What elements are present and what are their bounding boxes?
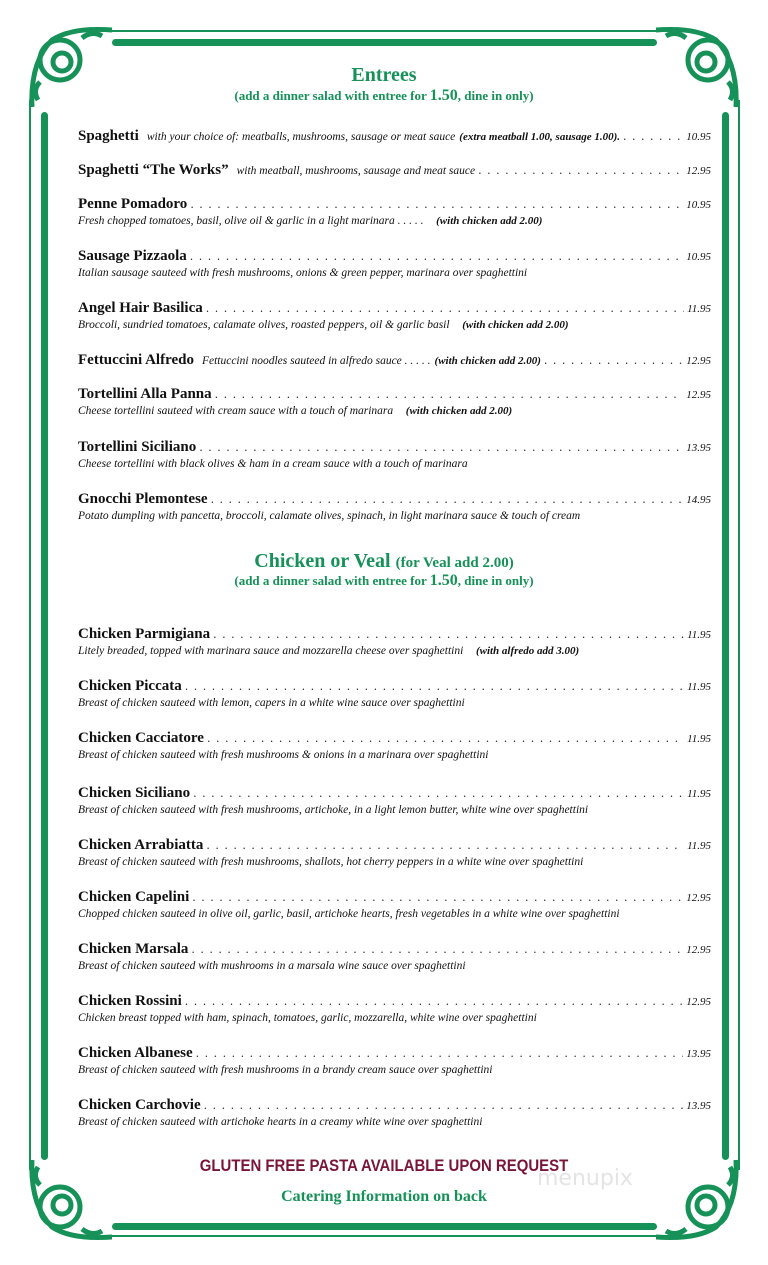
- menu-item: [78, 1097, 711, 1128]
- dot-leader: [213, 628, 684, 641]
- item-name: Chicken Albanese: [78, 1045, 193, 1061]
- item-row: [78, 439, 711, 456]
- item-desc-text: Italian sausage sauteed with fresh mushrooms, onions & green pepper, marinara over spaghettini: [78, 267, 528, 279]
- item-description: [78, 1064, 711, 1076]
- item-description: [78, 645, 711, 657]
- frame-right-bar: [722, 112, 729, 1160]
- item-row: [78, 678, 711, 695]
- item-name: Sausage Pizzaola: [78, 248, 187, 264]
- dot-leader: [204, 1099, 684, 1112]
- menu-item: [78, 300, 711, 331]
- item-row: [78, 1045, 711, 1062]
- menu-item: [78, 626, 711, 657]
- item-price: 11.95: [687, 681, 711, 693]
- item-price: 11.95: [687, 840, 711, 852]
- item-row: [78, 626, 711, 643]
- item-row: [78, 941, 711, 958]
- item-desc-text: Chicken breast topped with ham, spinach, tomatoes, garlic, mozzarella, white wine over spaghettini: [78, 1012, 537, 1024]
- item-price: 12.95: [686, 165, 711, 177]
- menu-item: [78, 196, 711, 227]
- menu-item: [78, 941, 711, 972]
- dot-leader: [190, 250, 684, 263]
- frame-bottom-line: [100, 1235, 670, 1237]
- item-desc-extra: (with chicken add 2.00): [462, 319, 569, 331]
- frame-bottom-bar: [112, 1223, 657, 1230]
- item-desc-text: Breast of chicken sauteed with lemon, capers in a white wine sauce over spaghettini: [78, 697, 465, 709]
- menu-item: [78, 678, 711, 709]
- item-price: 14.95: [686, 494, 711, 506]
- chicken-title: [0, 550, 768, 573]
- dot-leader: [478, 164, 683, 177]
- item-row: [78, 1097, 711, 1114]
- item-row: [78, 730, 711, 747]
- item-name: Chicken Capelini: [78, 889, 190, 905]
- dot-leader: [206, 302, 684, 315]
- frame-right-line: [738, 100, 740, 1170]
- dot-leader: [207, 732, 684, 745]
- item-desc-text: Chopped chicken sauteed in olive oil, garlic, basil, artichoke hearts, fresh vegetables in a white wine over spaghettini: [78, 908, 620, 920]
- item-description: [78, 697, 711, 709]
- item-row: [78, 300, 711, 317]
- item-inline-desc: with your choice of: meatballs, mushrooms, sausage or meat sauce: [146, 131, 456, 143]
- dot-leader: [185, 680, 684, 693]
- item-inline-desc: Fettuccini noodles sauteed in alfredo sauce . . . . .: [201, 355, 431, 367]
- item-price: 10.95: [686, 131, 711, 143]
- item-row: [78, 837, 711, 854]
- dot-leader: [206, 839, 684, 852]
- item-price: 12.95: [686, 944, 711, 956]
- item-desc-text: Fresh chopped tomatoes, basil, olive oil & garlic in a light marinara . . . . .: [78, 215, 424, 227]
- item-name: Fettuccini Alfredo: [78, 352, 194, 368]
- item-description: [78, 960, 711, 972]
- item-desc-text: Breast of chicken sauteed with fresh mushrooms, artichoke, in a light lemon butter, white wine over spaghettini: [78, 804, 589, 816]
- catering-info: Catering Information on back: [281, 1188, 487, 1205]
- item-desc-text: Breast of chicken sauteed with fresh mushrooms, shallots, hot cherry peppers in a white wine over spaghettini: [78, 856, 584, 868]
- dot-leader: [215, 388, 684, 401]
- item-desc-text: Breast of chicken sauteed with mushrooms in a marsala wine sauce over spaghettini: [78, 960, 466, 972]
- dot-leader: [211, 493, 684, 506]
- menu-item: [78, 162, 711, 179]
- item-price: 13.95: [686, 1100, 711, 1112]
- item-description: [78, 856, 711, 868]
- item-desc-text: Breast of chicken sauteed with artichoke hearts in a creamy white wine over spaghettini: [78, 1116, 483, 1128]
- frame-left-bar: [41, 112, 48, 1160]
- subtitle-text: (add a dinner salad with entree for: [234, 573, 430, 588]
- menu-item: [78, 248, 711, 279]
- menu-item: [78, 889, 711, 920]
- item-desc-text: Breast of chicken sauteed with fresh mushrooms & onions in a marinara over spaghettini: [78, 749, 489, 761]
- item-price: 12.95: [686, 892, 711, 904]
- item-description: [78, 908, 711, 920]
- item-name: Angel Hair Basilica: [78, 300, 203, 316]
- item-description: [78, 1012, 711, 1024]
- frame-top-bar: [112, 39, 657, 46]
- item-name: Chicken Siciliano: [78, 785, 191, 801]
- item-price: 12.95: [686, 389, 711, 401]
- item-inline-extra: (extra meatball 1.00, sausage 1.00).: [459, 131, 621, 143]
- item-row: [78, 352, 711, 369]
- item-desc-text: Breast of chicken sauteed with fresh mushrooms in a brandy cream sauce over spaghettini: [78, 1064, 493, 1076]
- item-price: 11.95: [687, 629, 711, 641]
- dot-leader: [185, 995, 683, 1008]
- salad-price: 1.50: [429, 572, 458, 589]
- item-description: [78, 749, 711, 761]
- item-price: 10.95: [686, 199, 711, 211]
- subtitle-text: , dine in only): [457, 573, 534, 588]
- dot-leader: [196, 1047, 684, 1060]
- item-price: 11.95: [687, 788, 711, 800]
- item-row: [78, 889, 711, 906]
- item-name: Tortellini Siciliano: [78, 439, 197, 455]
- item-row: [78, 196, 711, 213]
- dot-leader: [190, 198, 683, 211]
- item-desc-text: Cheese tortellini with black olives & ham in a cream sauce with a touch of marinara: [78, 458, 468, 470]
- item-price: 12.95: [686, 355, 711, 367]
- item-name: Chicken Cacciatore: [78, 730, 204, 746]
- item-description: [78, 215, 711, 227]
- item-desc-text: Potato dumpling with pancetta, broccoli, calamate olives, spinach, in light marinara sauce & touch of cream: [78, 510, 581, 522]
- veal-note: (for Veal add 2.00): [395, 555, 514, 571]
- subtitle-text: , dine in only): [457, 88, 534, 103]
- frame-left-line: [29, 100, 31, 1170]
- item-description: [78, 405, 711, 417]
- item-name: Chicken Rossini: [78, 993, 182, 1009]
- item-description: [78, 458, 711, 470]
- subtitle-text: (add a dinner salad with entree for: [234, 88, 430, 103]
- item-name: Spaghetti: [78, 128, 139, 144]
- entrees-title: Entrees: [351, 64, 417, 86]
- frame-top-line: [100, 30, 670, 32]
- item-row: [78, 162, 711, 179]
- dot-leader: [199, 441, 683, 454]
- item-description: [78, 1116, 711, 1128]
- item-name: Chicken Marsala: [78, 941, 189, 957]
- chicken-subtitle: [0, 572, 768, 590]
- menu-item: [78, 128, 711, 145]
- item-row: [78, 785, 711, 802]
- dot-leader: [193, 787, 684, 800]
- item-description: [78, 267, 711, 279]
- menu-item: [78, 1045, 711, 1076]
- item-price: 11.95: [687, 733, 711, 745]
- entrees-subtitle: [0, 87, 768, 105]
- menu-item: [78, 837, 711, 868]
- menu-item: [78, 491, 711, 522]
- menu-item: [78, 730, 711, 761]
- item-desc-extra: (with chicken add 2.00): [436, 215, 543, 227]
- item-name: Chicken Arrabiatta: [78, 837, 204, 853]
- item-inline-extra: (with chicken add 2.00): [434, 355, 541, 367]
- item-price: 11.95: [687, 303, 711, 315]
- watermark: menupix: [537, 1166, 633, 1191]
- item-row: [78, 128, 711, 145]
- item-desc-extra: (with chicken add 2.00): [405, 405, 513, 417]
- dot-leader: [623, 130, 683, 143]
- item-desc-extra: (with alfredo add 3.00): [475, 645, 580, 657]
- dot-leader: [544, 354, 683, 367]
- item-name: Gnocchi Plemontese: [78, 491, 208, 507]
- item-description: [78, 510, 711, 522]
- menu-item: [78, 386, 711, 417]
- item-name: Tortellini Alla Panna: [78, 386, 212, 402]
- item-row: [78, 993, 711, 1010]
- item-name: Chicken Carchovie: [78, 1097, 201, 1113]
- item-description: [78, 319, 711, 331]
- menu-item: [78, 993, 711, 1024]
- dot-leader: [192, 891, 683, 904]
- menu-item: [78, 439, 711, 470]
- item-inline-desc: with meatball, mushrooms, sausage and meat sauce: [236, 165, 476, 177]
- item-price: 10.95: [686, 251, 711, 263]
- item-row: [78, 491, 711, 508]
- gluten-free-notice: GLUTEN FREE PASTA AVAILABLE UPON REQUEST: [199, 1156, 569, 1175]
- item-price: 13.95: [686, 442, 711, 454]
- item-name: Spaghetti “The Works”: [78, 162, 229, 178]
- item-desc-text: Cheese tortellini sauteed with cream sauce with a touch of marinara: [78, 405, 394, 417]
- menu-item: [78, 785, 711, 816]
- item-price: 12.95: [686, 996, 711, 1008]
- item-row: [78, 248, 711, 265]
- salad-price: 1.50: [429, 87, 458, 104]
- chicken-title-text: Chicken or Veal: [254, 550, 391, 572]
- item-name: Chicken Piccata: [78, 678, 182, 694]
- item-row: [78, 386, 711, 403]
- item-desc-text: Litely breaded, topped with marinara sauce and mozzarella cheese over spaghettini: [78, 645, 464, 657]
- item-price: 13.95: [686, 1048, 711, 1060]
- dot-leader: [191, 943, 683, 956]
- item-description: [78, 804, 711, 816]
- menu-item: [78, 352, 711, 369]
- item-name: Penne Pomadoro: [78, 196, 188, 212]
- item-name: Chicken Parmigiana: [78, 626, 211, 642]
- item-desc-text: Broccoli, sundried tomatoes, calamate olives, roasted peppers, oil & garlic basil: [78, 319, 450, 331]
